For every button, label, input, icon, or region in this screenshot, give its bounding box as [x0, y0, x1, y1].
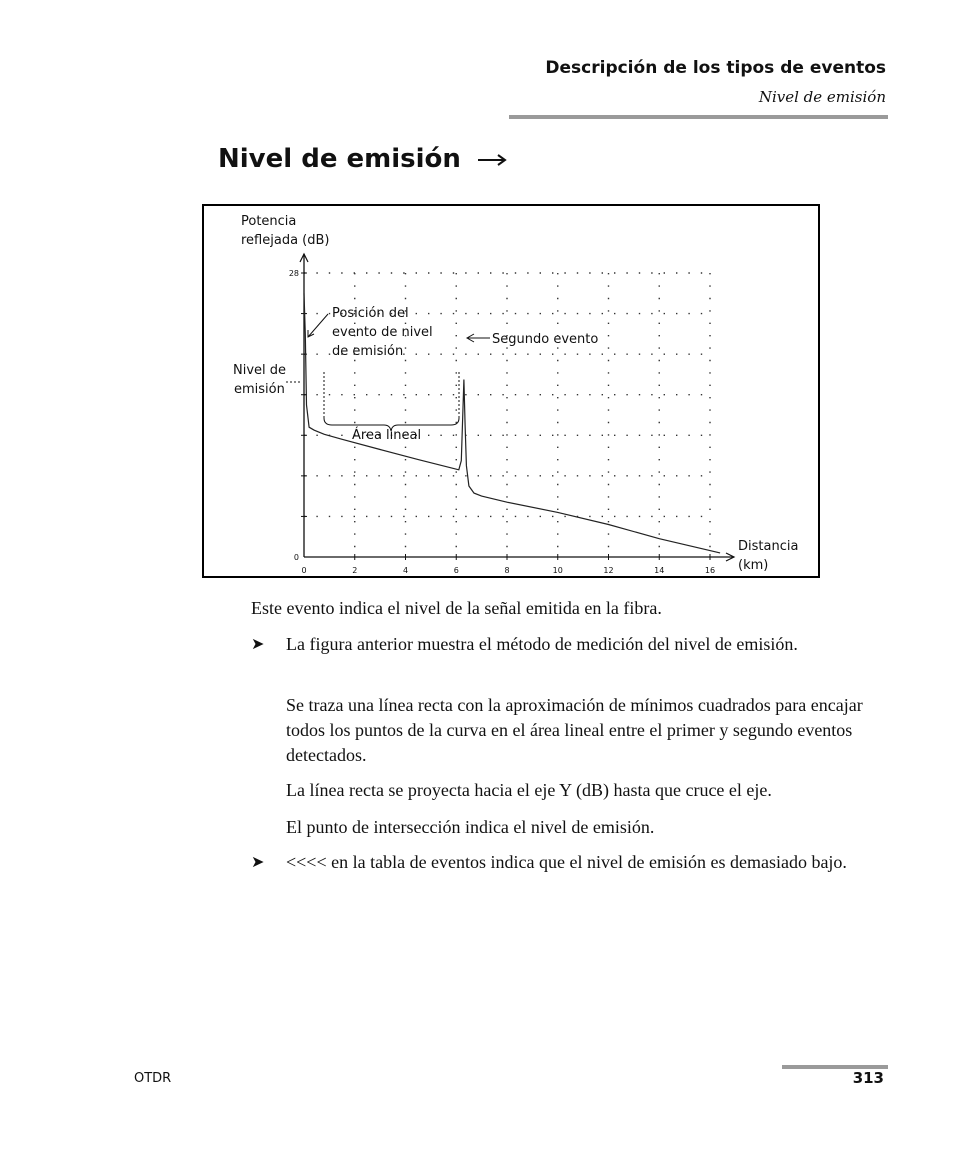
bullet-arrow-icon: ➤	[251, 634, 265, 653]
paragraph-intersection: El punto de intersección indica el nivel de emisión.	[286, 817, 655, 837]
x-tick-label: 6	[453, 566, 459, 575]
x-axis-label-line2: (km)	[738, 558, 769, 573]
running-header-title: Descripción de los tipos de eventos	[545, 58, 886, 78]
annotation-nivel-line1: Nivel de	[233, 363, 287, 378]
section-heading	[218, 144, 508, 174]
annotation-posicion-line2: evento de nivel	[332, 325, 433, 340]
x-tick-labels	[301, 566, 715, 575]
x-tick-label: 12	[603, 566, 614, 575]
x-tick-label: 2	[352, 566, 358, 575]
page-number: 313	[852, 1069, 884, 1087]
x-axis-label-line1: Distancia	[738, 539, 799, 554]
running-header-subtitle: Nivel de emisión	[758, 88, 886, 106]
figure-frame	[202, 204, 820, 578]
annotation-posicion-line1: Posición del	[332, 306, 409, 321]
x-tick-label: 16	[704, 566, 716, 575]
right-arrow-icon	[476, 150, 508, 170]
x-tick-label: 0	[301, 566, 307, 575]
axes	[300, 254, 734, 561]
intro-paragraph: Este evento indica el nivel de la señal emitida en la fibra.	[251, 598, 662, 618]
x-tick-label: 8	[504, 566, 510, 575]
y-axis-label-line1: Potencia	[241, 214, 297, 229]
bullet-arrow-icon: ➤	[251, 852, 265, 871]
bullet-2-text: <<<< en la tabla de eventos indica que el nivel de emisión es demasiado bajo.	[286, 852, 847, 872]
x-tick-label: 4	[402, 566, 409, 575]
footer-product: OTDR	[134, 1071, 172, 1086]
y-axis-label-line2: reflejada (dB)	[241, 233, 330, 248]
annotation-nivel-line2: emisión	[234, 382, 285, 397]
paragraph-projection: La línea recta se proyecta hacia el eje Y (dB) hasta que cruce el eje.	[286, 780, 772, 800]
annotation-segundo-evento: Segundo evento	[492, 332, 599, 347]
bullet-1-text: La figura anterior muestra el método de medición del nivel de emisión.	[286, 634, 798, 654]
x-tick-label: 10	[552, 566, 563, 575]
annotation-posicion-line3: de emisión	[332, 344, 404, 359]
header-rule	[509, 115, 888, 119]
y-tick-label: 0	[293, 553, 299, 562]
y-tick-labels	[289, 269, 299, 562]
annotation-area-lineal: Área lineal	[352, 428, 422, 443]
x-tick-label: 14	[654, 566, 665, 575]
y-tick-label: 28	[288, 269, 299, 278]
section-title: Nivel de emisión	[218, 144, 461, 174]
paragraph-least-squares: Se traza una línea recta con la aproximación de mínimos cuadrados para encajar todos los puntos de la curva en el área lineal entre el primer y segundo eventos detectados.	[286, 695, 863, 765]
otdr-chart	[204, 206, 818, 576]
posicion-pointer-line	[308, 314, 328, 337]
